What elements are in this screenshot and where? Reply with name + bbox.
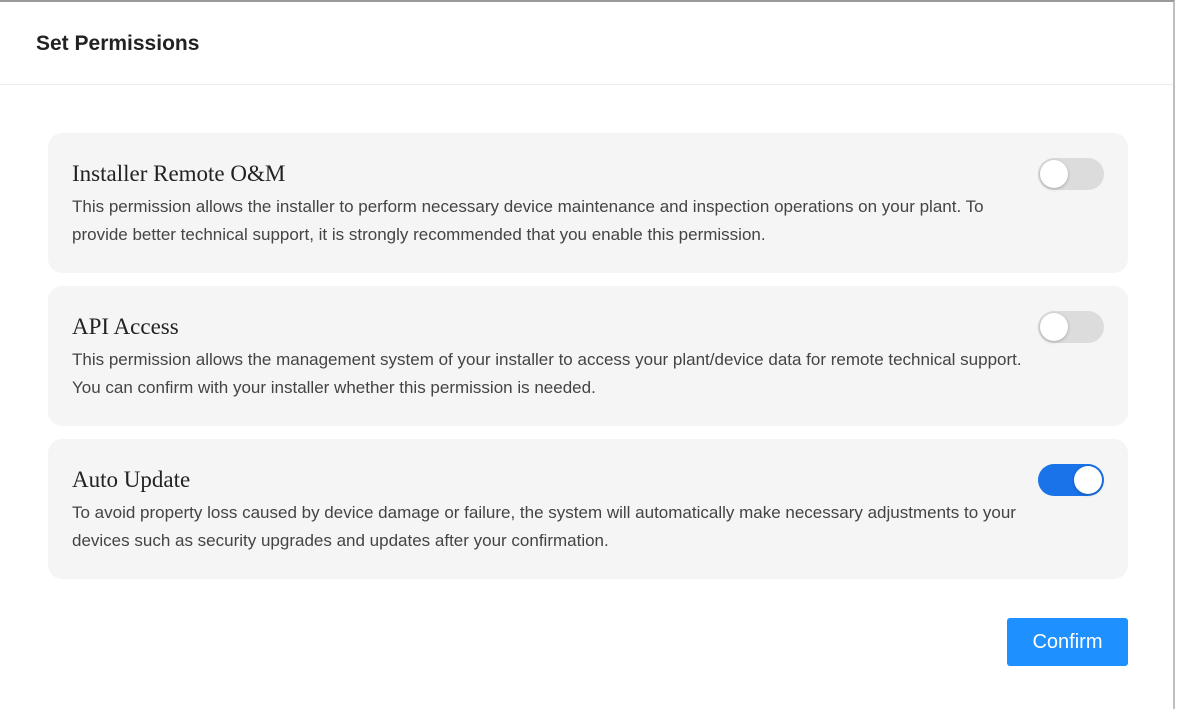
permission-title: API Access — [72, 314, 179, 339]
api-access-toggle[interactable] — [1038, 311, 1104, 343]
auto-update-toggle[interactable] — [1038, 464, 1104, 496]
dialog-header — [0, 2, 1173, 85]
toggle-knob — [1074, 466, 1102, 494]
permission-card-installer-remote-om — [48, 133, 1128, 273]
dialog-title: Set Permissions — [36, 32, 200, 55]
toggle-knob — [1040, 160, 1068, 188]
permission-title: Installer Remote O&M — [72, 161, 286, 186]
installer-remote-om-toggle[interactable] — [1038, 158, 1104, 190]
permission-description: To avoid property loss caused by device damage or failure, the system will automatically make necessary adjustments to your devices such as security upgrades and updates after your confirmation. — [72, 503, 1016, 550]
permission-title: Auto Update — [72, 467, 191, 492]
permission-card-api-access — [48, 286, 1128, 426]
permission-description: This permission allows the management system of your installer to access your plant/device data for remote technical support. You can confirm with your installer whether this permission is needed. — [72, 350, 1022, 397]
permission-description: This permission allows the installer to perform necessary device maintenance and inspection operations on your plant. To provide better technical support, it is strongly recommended that you enable this permission. — [72, 197, 984, 244]
permission-card-auto-update — [48, 439, 1128, 579]
confirm-button[interactable]: Confirm — [1007, 618, 1128, 666]
toggle-knob — [1040, 313, 1068, 341]
